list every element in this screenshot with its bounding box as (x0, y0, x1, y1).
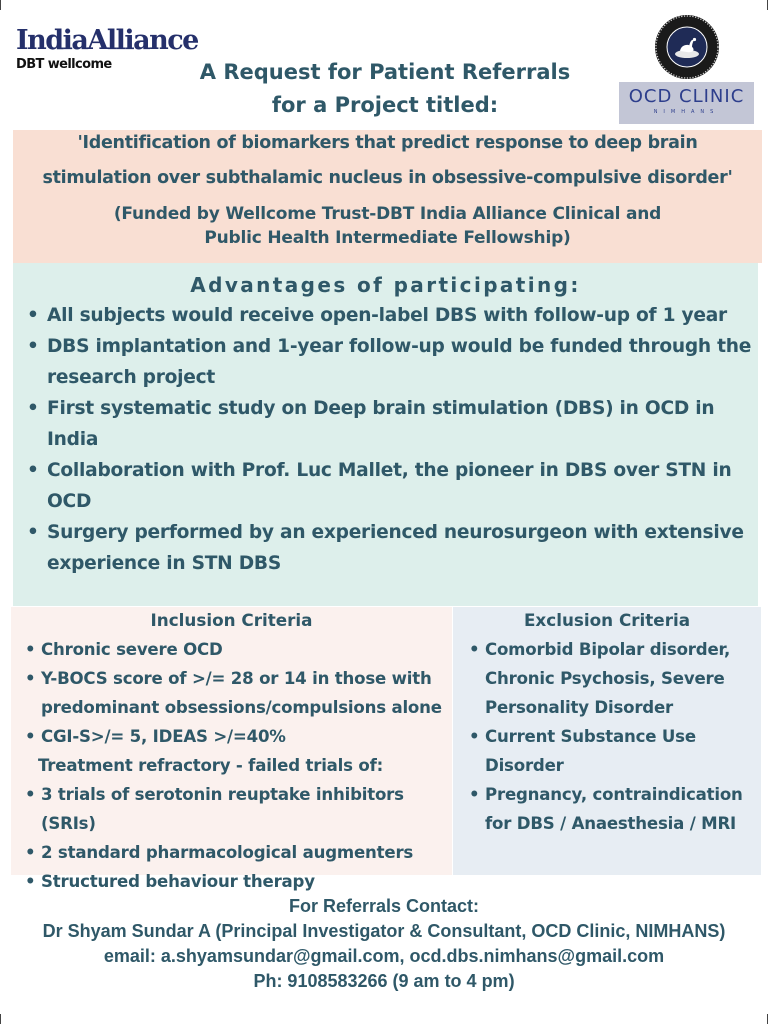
funding-line-2: Public Health Intermediate Fellowship) (204, 228, 571, 248)
crop-mark (0, 0, 9, 10)
list-item: • Surgery performed by an experienced neurosurgeon with extensive experience in STN DBS (47, 517, 758, 579)
ocd-clinic-logo (619, 82, 754, 124)
list-item: • Current Substance Use Disorder (485, 722, 761, 780)
contact-email: email: a.shyamsundar@gmail.com, ocd.dbs.nimhans@gmail.com (103, 946, 665, 966)
crop-mark (759, 0, 768, 10)
inclusion-list (11, 635, 452, 896)
list-subheading: Treatment refractory - failed trials of: (38, 756, 384, 775)
list-item: • Pregnancy, contraindication for DBS / Anaesthesia / MRI (485, 780, 761, 838)
project-box (13, 130, 762, 263)
title-line-2: for a Project titled: (271, 93, 499, 117)
contact-name: Dr Shyam Sundar A (Principal Investigator & Consultant, OCD Clinic, NIMHANS) (42, 921, 726, 941)
project-title-line-2: stimulation over subthalamic nucleus in obsessive-compulsive disorder' (42, 168, 733, 188)
advantages-section (13, 263, 758, 606)
project-title-line-1: 'Identification of biomarkers that predict response to deep brain (77, 133, 698, 153)
list-item: • 3 trials of serotonin reuptake inhibitors (SRIs) (41, 780, 452, 838)
contact-phone: Ph: 9108583266 (9 am to 4 pm) (253, 971, 515, 991)
list-item: • CGI-S>/= 5, IDEAS >/=40% (41, 722, 452, 751)
list-item: • DBS implantation and 1-year follow-up would be funded through the research project (47, 331, 758, 393)
list-item: • Y-BOCS score of >/= 28 or 14 in those with predominant obsessions/compulsions alone (41, 664, 452, 722)
exclusion-list (453, 635, 761, 838)
crop-mark (0, 1014, 9, 1024)
ocd-clinic-wordmark: OCD CLINIC (628, 86, 745, 107)
ocd-clinic-subtext: NIMHANS (653, 109, 720, 115)
list-item: • Structured behaviour therapy (41, 867, 452, 896)
title-line-1: A Request for Patient Referrals (199, 60, 571, 84)
advantages-heading: Advantages of participating: (190, 273, 581, 297)
contact-heading: For Referrals Contact: (288, 896, 480, 916)
dbt-wellcome-wordmark: DBT wellcome (16, 57, 112, 72)
india-alliance-wordmark: IndiaAlliance (16, 25, 198, 56)
list-item: • Comorbid Bipolar disorder, Chronic Psychosis, Severe Personality Disorder (485, 635, 761, 722)
list-item: • All subjects would receive open-label DBS with follow-up of 1 year (47, 300, 758, 331)
list-item: • First systematic study on Deep brain stimulation (DBS) in OCD in India (47, 393, 758, 455)
inclusion-criteria-section (11, 607, 452, 891)
list-item: • 2 standard pharmacological augmenters (41, 838, 452, 867)
list-item: • Chronic severe OCD (41, 635, 452, 664)
nimhans-emblem-icon (654, 14, 720, 80)
advantages-list (13, 300, 758, 579)
inclusion-heading: Inclusion Criteria (150, 610, 313, 630)
exclusion-heading: Exclusion Criteria (523, 610, 691, 630)
funding-note (13, 202, 762, 250)
page-title (170, 56, 600, 122)
project-title (13, 126, 762, 196)
contact-section (0, 894, 768, 994)
crop-mark (759, 1014, 768, 1024)
list-item: • Collaboration with Prof. Luc Mallet, the pioneer in DBS over STN in OCD (47, 455, 758, 517)
exclusion-criteria-section (453, 607, 761, 875)
funding-line-1: (Funded by Wellcome Trust-DBT India Alliance Clinical and (113, 204, 662, 224)
